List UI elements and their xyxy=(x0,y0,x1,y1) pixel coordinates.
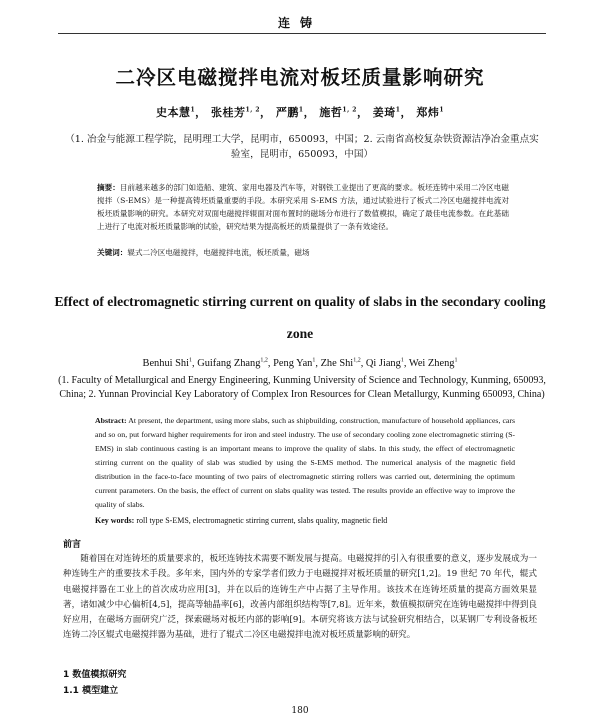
chinese-abstract xyxy=(97,181,509,233)
chinese-affiliation: （1. 冶金与能源工程学院，昆明理工大学，昆明市，650093，中国；2. 云南省高校复杂铁资源洁净冶金重点实验室，昆明市，650093，中国） xyxy=(65,134,539,160)
chinese-keywords xyxy=(97,246,509,259)
author-cn: 严鹏$^1$ xyxy=(275,106,304,119)
page-number: 180 xyxy=(291,706,309,716)
english-title: Effect of electromagnetic stirring current on quality of slabs in the secondary cooling zone xyxy=(54,294,546,341)
english-abstract xyxy=(95,414,515,512)
author-cn: 施哲$^{1, 2}$ xyxy=(319,106,357,119)
section-1-heading: 1 数值模拟研究 xyxy=(63,670,127,680)
english-affiliation: (1. Faculty of Metallurgical and Energy Engineering, Kunming University of Science and Technology, Kunming, 650093, China; 2. Yunnan Provincial Key Laboratory of Complex Iron Resources for Clean Metallurgy, Kunming 650093, China) xyxy=(58,375,546,400)
running-header: 连铸 xyxy=(277,16,322,30)
author-cn: 史本慧$^1$ xyxy=(155,106,196,119)
chinese-authors: 史本慧$^1$， 张桂芳$^{1, 2}$， 严鹏$^1$， 施哲$^{1, 2}$， 姜琦$^1$， 郑炜$^1$ xyxy=(155,106,445,119)
english-authors: Benhui Shi$^1$, Guifang Zhang$^{1,2}$, Peng Yan$^1$, Zhe Shi$^{1,2}$, Qi Jiang$^1$, Wei Zheng$^1$ xyxy=(142,357,458,369)
section-1-1-heading: 1.1 模型建立 xyxy=(63,686,119,696)
author-en: Benhui Shi$^1$ xyxy=(142,357,192,369)
author-cn: 姜琦$^1$ xyxy=(372,106,401,119)
keywords-label-en: Key words: xyxy=(95,516,135,525)
abstract-label: 摘要： xyxy=(97,183,120,192)
author-en: Wei Zheng$^1$ xyxy=(408,357,458,369)
chinese-title: 二冷区电磁搅拌电流对板坯质量影响研究 xyxy=(115,66,485,89)
abstract-text: 目前越来越多的部门如造船、建筑、家用电器及汽车等，对钢铁工业提出了更高的要求。板坯连铸中采用二冷区电磁搅拌（S-EMS）是一种提高铸坯质量重要的手段。本研究采用 S-EMS 方法，通过试验进行了板式二冷区电磁搅拌电流对板坯质量影响的研究。本研究对双面电磁搅拌辊面对面布置时的磁场分布进行了数值模拟，确定了最佳电流参数。在此基础上进行了电流对板坯质量影响的试验，研究结果为提高板坯的质量提供了一条有效途径。 xyxy=(97,183,509,231)
author-cn: 张桂芳$^{1, 2}$ xyxy=(211,106,261,119)
header-divider xyxy=(58,33,546,34)
author-en: Guifang Zhang$^{1,2}$ xyxy=(197,357,268,369)
intro-paragraph: 随着国在对连铸坯的质量要求的，板坯连铸技术需要不断发展与提高。电磁搅拌的引入有很重要的意义，逐步发展成为一种连铸生产的重要技术手段。多年来，国内外的专家学者们致力于电磁搅拌对板坯质量的研究[1,2]。19 世纪 70 年代，辊式电磁搅拌器在工业上的首次成功应用[3]，并在以后的连铸生产中占据了主导作用。该技术在连铸坯质量的提高方面效果显著，诸如减少中心偏析[4,5]，提高等轴晶率[6]，改善内部组织结构等[7,8]。近年来，数值模拟研究在连铸电磁搅拌中得到良好应用，在磁场方面研究广泛，探索磁场对板坯内部的影响[9]。本研究将该方法与试验研究相结合，以某钢厂专利设备板坯连铸二冷区辊式电磁搅拌器为基础，进行了辊式二冷区电磁搅拌电流对板坯质量影响的研究。 xyxy=(63,554,538,641)
abstract-text-en: At present, the department, using more slabs, such as shipbuilding, construction, manufacture of household appliances, cars and so on, put forward higher requirements for iron and steel industry. The use of secondary cooling zone electromagnetic stirring (S-EMS) in slab continuous casting is an important means to improve the quality of slabs. In this study, the effect of electromagnetic stirring current on the quality of slab was studied by using the S-EMS method. The numerical analysis of the magnetic field distribution in the face-to-face mounting of two pairs of electromagnetic stirring rollers was carried out, determining the optimum current parameters. On the basis, the effect of current on slabs quality was tested. The results provide an effective way to improve the quality of slabs. xyxy=(95,416,515,509)
intro-heading: 前言 xyxy=(63,540,82,550)
author-en: Peng Yan$^1$ xyxy=(273,357,316,369)
keywords-text: 辊式二冷区电磁搅拌，电磁搅拌电流，板坯质量，磁场 xyxy=(127,248,310,257)
english-keywords xyxy=(95,516,515,525)
author-en: Zhe Shi$^{1,2}$ xyxy=(320,357,361,369)
keywords-label: 关键词： xyxy=(97,248,128,257)
author-cn: 郑炜$^1$ xyxy=(416,106,445,119)
author-en: Qi Jiang$^1$ xyxy=(365,357,404,369)
keywords-text-en: roll type S-EMS, electromagnetic stirring current, slabs quality, magnetic field xyxy=(136,516,388,525)
abstract-label-en: Abstract: xyxy=(95,416,127,425)
